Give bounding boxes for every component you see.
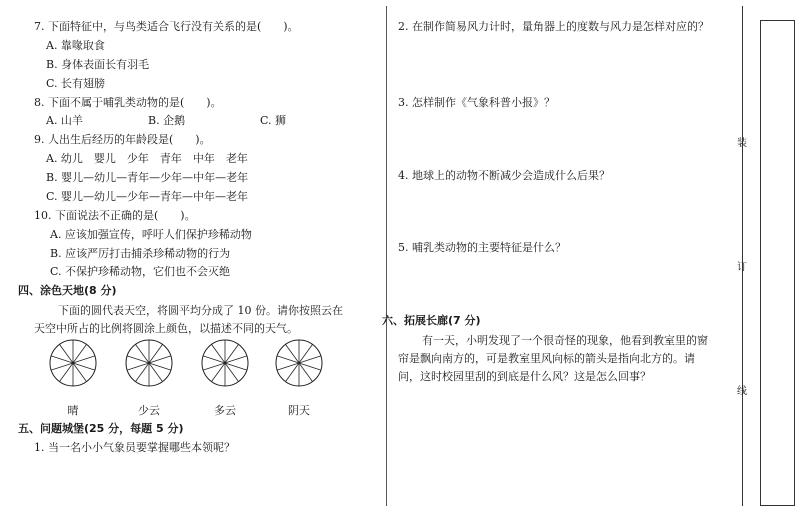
circle-division-line: [225, 344, 239, 363]
q8-option-a: A. 山羊: [46, 114, 83, 127]
section5-q1: 1. 当一名小小气象员要掌握哪些本领呢？: [34, 441, 235, 454]
q9-option-b: B. 婴儿—幼儿—青年—少年—中年—老年: [46, 171, 249, 184]
binding-line-outer: [760, 20, 761, 506]
circle-division-line: [149, 356, 171, 363]
sky-circle-cloudy[interactable]: [200, 338, 250, 388]
q10-stem: 10. 下面说法不正确的是( )。: [34, 209, 196, 222]
circle-division-line: [211, 363, 225, 382]
circle-division-line: [135, 363, 149, 382]
section5-q4: 4. 地球上的动物不断减少会造成什么后果？: [398, 169, 610, 182]
circle-division-line: [149, 363, 163, 382]
q9-option-a: A. 幼儿 婴儿 少年 青年 中年 老年: [46, 152, 248, 165]
binding-line-right: [794, 20, 795, 506]
column-divider: [386, 6, 387, 506]
circle-division-line: [127, 363, 149, 370]
circle-division-line: [73, 363, 87, 382]
binding-char-1: 装: [737, 138, 747, 149]
binding-char-3: 线: [737, 386, 747, 397]
section5-heading: 五、问题城堡(25 分，每题 5 分): [18, 422, 184, 435]
circle-division-line: [149, 344, 163, 363]
circle-division-line: [225, 356, 247, 363]
circle-division-line: [299, 356, 321, 363]
q9-option-c: C. 婴儿—幼儿—少年—青年—中年—老年: [46, 190, 249, 203]
sky-circle-few-clouds[interactable]: [124, 338, 174, 388]
circle-division-line: [203, 356, 225, 363]
section4-text-line2: 天空中所占的比例将圆涂上颜色，以描述不同的天气。: [34, 322, 298, 335]
circle-division-line: [211, 344, 225, 363]
circle-division-line: [59, 344, 73, 363]
q7-stem: 7. 下面特征中，与鸟类适合飞行没有关系的是( )。: [34, 20, 299, 33]
circle-division-line: [225, 363, 239, 382]
binding-line-bottom: [760, 505, 794, 506]
sky-circle-sunny[interactable]: [48, 338, 98, 388]
circle-label-few-clouds: 少云: [138, 404, 160, 417]
circle-division-line: [51, 356, 73, 363]
q10-option-b: B. 应该严厉打击捕杀珍稀动物的行为: [50, 247, 231, 260]
circle-division-line: [299, 363, 313, 382]
circle-division-line: [127, 356, 149, 363]
q10-option-c: C. 不保护珍稀动物，它们也不会灭绝: [50, 265, 231, 278]
section6-heading: 六、拓展长廊(7 分): [382, 314, 481, 327]
circle-division-line: [203, 363, 225, 370]
binding-line-inner: [742, 6, 743, 506]
circle-division-line: [299, 363, 321, 370]
circle-division-line: [225, 363, 247, 370]
binding-char-2: 订: [737, 262, 747, 273]
binding-line-top: [760, 20, 794, 21]
q7-option-b: B. 身体表面长有羽毛: [46, 58, 150, 71]
circle-label-sunny: 晴: [67, 404, 79, 417]
section5-q5: 5. 哺乳类动物的主要特征是什么？: [398, 241, 566, 254]
circle-division-line: [73, 363, 95, 370]
circle-division-line: [59, 363, 73, 382]
q7-option-a: A. 靠喙取食: [46, 39, 105, 52]
circle-label-overcast: 阴天: [288, 404, 310, 417]
q9-stem: 9. 人出生后经历的年龄段是( )。: [34, 133, 211, 146]
section6-text-line1: 有一天，小明发现了一个很奇怪的现象，他看到教室里的窗: [422, 334, 708, 347]
section6-text-line3: 问，这时校园里刮的到底是什么风？这是怎么回事？: [398, 370, 651, 383]
q8-option-b: B. 企鹅: [148, 114, 186, 127]
circle-division-line: [73, 356, 95, 363]
section6-text-line2: 帘是飘向南方的，可是教室里风向标的箭头是指向北方的。请: [398, 352, 695, 365]
circle-division-line: [299, 344, 313, 363]
sky-circle-overcast[interactable]: [274, 338, 324, 388]
section4-text-line1: 下面的圆代表天空，将圆平均分成了 10 份。请你按照云在: [58, 304, 343, 317]
circle-division-line: [73, 344, 87, 363]
circle-label-cloudy: 多云: [214, 404, 236, 417]
circle-division-line: [285, 363, 299, 382]
q10-option-a: A. 应该加强宣传，呼吁人们保护珍稀动物: [50, 228, 252, 241]
circle-division-line: [277, 363, 299, 370]
q8-stem: 8. 下面不属于哺乳类动物的是( )。: [34, 96, 222, 109]
section5-q3: 3. 怎样制作《气象科普小报》？: [398, 96, 555, 109]
circle-division-line: [149, 363, 171, 370]
circle-division-line: [51, 363, 73, 370]
q7-option-c: C. 长有翅膀: [46, 77, 106, 90]
section5-q2: 2. 在制作简易风力计时，量角器上的度数与风力是怎样对应的？: [398, 20, 709, 33]
q8-option-c: C. 狮: [260, 114, 287, 127]
section4-heading: 四、涂色天地(8 分): [18, 284, 117, 297]
circle-division-line: [135, 344, 149, 363]
circle-division-line: [277, 356, 299, 363]
circle-division-line: [285, 344, 299, 363]
